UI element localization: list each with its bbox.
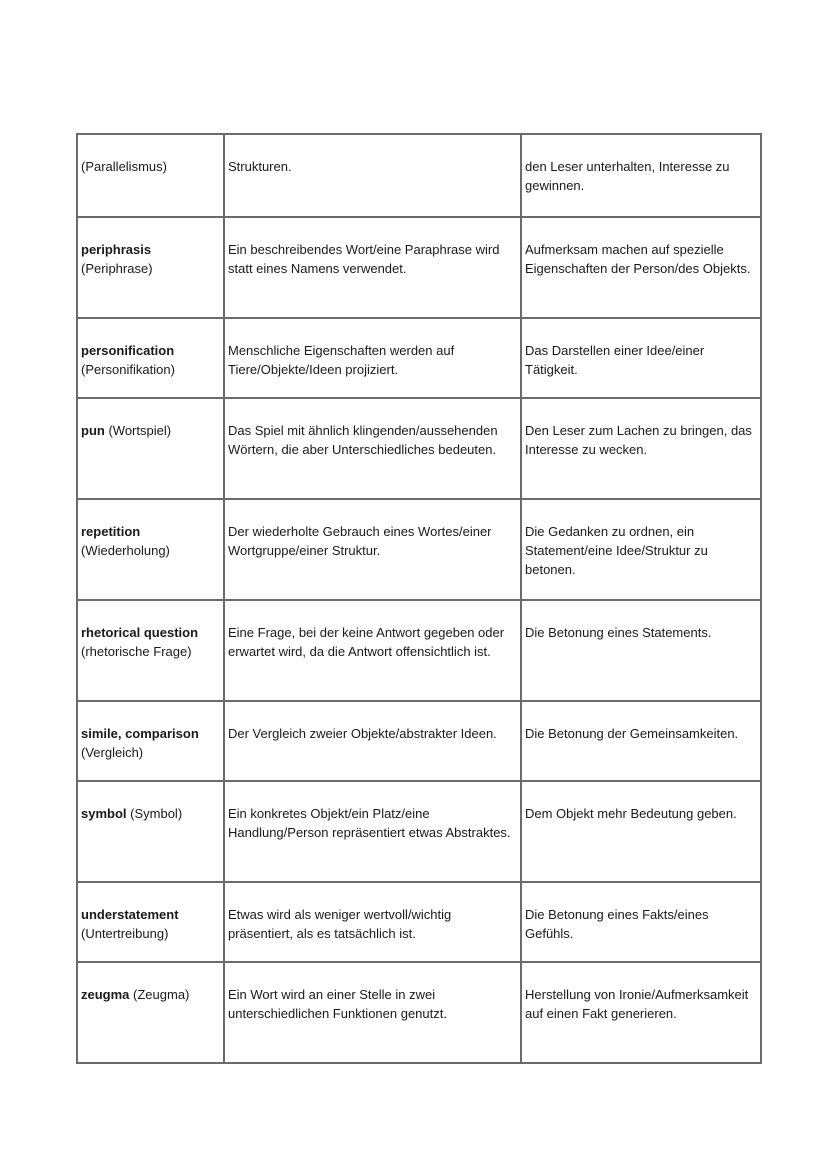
definition-cell: Etwas wird als weniger wertvoll/wichtig präsentiert, als es tatsächlich ist. [224,882,521,962]
definition-cell: Eine Frage, bei der keine Antwort gegeben oder erwartet wird, da die Antwort offensichtlich ist. [224,600,521,701]
term-name: zeugma [81,987,130,1002]
effect-cell: Das Darstellen einer Idee/einer Tätigkeit. [521,318,761,398]
table-row [77,882,761,962]
table-row [77,318,761,398]
definition-cell: Strukturen. [224,134,521,217]
term-gloss: (Symbol) [130,806,183,821]
term-name: personification [81,343,175,358]
term-cell [77,499,224,600]
definition-cell: Ein beschreibendes Wort/eine Paraphrase wird statt eines Namens verwendet. [224,217,521,318]
effect-cell: Die Betonung der Gemeinsamkeiten. [521,701,761,781]
effect-cell: Die Betonung eines Statements. [521,600,761,701]
definition-cell: Menschliche Eigenschaften werden auf Tiere/Objekte/Ideen projiziert. [224,318,521,398]
term-name: rhetorical question [81,625,199,640]
definition-cell: Ein konkretes Objekt/ein Platz/eine Handlung/Person repräsentiert etwas Abstraktes. [224,781,521,882]
term-name: understatement [81,907,179,922]
term-gloss: (Parallelismus) [81,159,167,174]
table-row [77,398,761,499]
definition-cell: Der Vergleich zweier Objekte/abstrakter Ideen. [224,701,521,781]
term-cell [77,134,224,217]
term-name: repetition [81,524,141,539]
term-cell [77,217,224,318]
term-cell [77,882,224,962]
table-row [77,962,761,1063]
table-row [77,701,761,781]
term-name: pun [81,423,105,438]
effect-cell: Die Gedanken zu ordnen, ein Statement/eine Idee/Struktur zu betonen. [521,499,761,600]
term-gloss: (Personifikation) [81,362,175,377]
term-cell [77,318,224,398]
term-gloss: (rhetorische Frage) [81,644,192,659]
effect-cell: den Leser unterhalten, Interesse zu gewinnen. [521,134,761,217]
term-name: symbol [81,806,127,821]
definition-cell: Ein Wort wird an einer Stelle in zwei unterschiedlichen Funktionen genutzt. [224,962,521,1063]
term-cell [77,398,224,499]
effect-cell: Herstellung von Ironie/Aufmerksamkeit auf einen Fakt generieren. [521,962,761,1063]
term-gloss: (Periphrase) [81,261,153,276]
term-cell [77,701,224,781]
table-row [77,217,761,318]
rhetorical-devices-table [76,133,762,1064]
term-gloss: (Wiederholung) [81,543,170,558]
term-gloss: (Zeugma) [133,987,190,1002]
effect-cell: Die Betonung eines Fakts/eines Gefühls. [521,882,761,962]
effect-cell: Aufmerksam machen auf spezielle Eigenschaften der Person/des Objekts. [521,217,761,318]
table-row [77,134,761,217]
definition-cell: Der wiederholte Gebrauch eines Wortes/einer Wortgruppe/einer Struktur. [224,499,521,600]
effect-cell: Dem Objekt mehr Bedeutung geben. [521,781,761,882]
term-name: periphrasis [81,242,152,257]
table-row [77,499,761,600]
definition-cell: Das Spiel mit ähnlich klingenden/aussehenden Wörtern, die aber Unterschiedliches bedeuten. [224,398,521,499]
term-gloss: (Wortspiel) [108,423,172,438]
effect-cell: Den Leser zum Lachen zu bringen, das Interesse zu wecken. [521,398,761,499]
term-name: simile, comparison [81,726,199,741]
term-cell [77,600,224,701]
term-gloss: (Vergleich) [81,745,144,760]
table-row [77,781,761,882]
term-gloss: (Untertreibung) [81,926,169,941]
term-cell [77,962,224,1063]
table-row [77,600,761,701]
term-cell [77,781,224,882]
